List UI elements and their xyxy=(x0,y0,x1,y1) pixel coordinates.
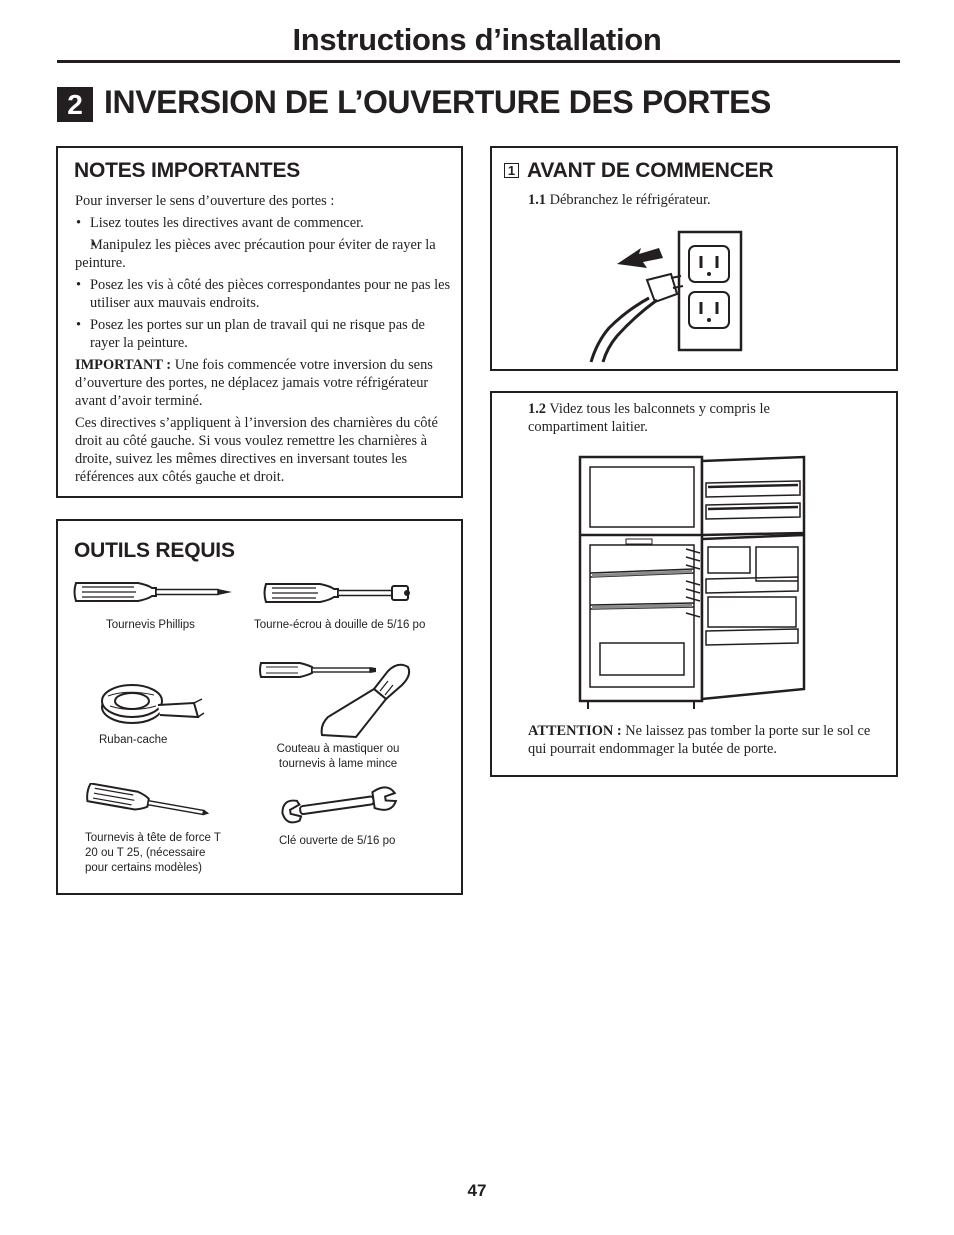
step-number-badge: 1 xyxy=(504,163,519,178)
masking-tape-icon xyxy=(98,679,206,729)
section-number-badge: 2 xyxy=(57,87,93,122)
notes-title: NOTES IMPORTANTES xyxy=(74,159,301,182)
open-wrench-icon xyxy=(276,783,402,829)
notes-bullet: • Manipulez les pièces avec précaution pour éviter de rayer la peinture. xyxy=(75,236,451,272)
header-rule xyxy=(57,60,900,63)
tool-label-nut-driver: Tourne-écrou à douille de 5/16 po xyxy=(254,619,426,631)
notes-important xyxy=(75,356,451,410)
attention-label: ATTENTION : xyxy=(528,723,622,739)
tool-label-wrench: Clé ouverte de 5/16 po xyxy=(279,835,396,847)
notes-bullet: • Posez les portes sur un plan de travail qui ne risque pas de rayer la peinture. xyxy=(75,316,451,352)
page-header-title: Instructions d’installation xyxy=(292,22,662,57)
step-1-1-text: Débranchez le réfrigérateur. xyxy=(546,192,711,208)
page-number: 47 xyxy=(467,1181,487,1200)
putty-knife-icon xyxy=(316,659,412,741)
tools-box xyxy=(56,519,463,895)
notes-bullet: • Lisez toutes les directives avant de commencer. xyxy=(75,214,451,232)
notes-bullet: • Posez les vis à côté des pièces correspondantes pour ne pas les utiliser aux mauvais endroits. xyxy=(75,276,451,312)
section-title: INVERSION DE L’OUVERTURE DES PORTES xyxy=(104,84,772,120)
step-1-2 xyxy=(528,400,848,436)
important-label: IMPORTANT : xyxy=(75,357,172,373)
tools-title: OUTILS REQUIS xyxy=(74,539,235,562)
notes-hinges: Ces directives s’appliquent à l’inversion des charnières du côté droit au côté gauche. Si vous voulez remettre les charnières à droite, suivez les mêmes directives en inversant toutes les références aux côtés gauche et droit. xyxy=(75,415,438,485)
tool-label-tape: Ruban-cache xyxy=(99,734,168,746)
nut-driver-icon xyxy=(262,579,414,607)
unplug-outlet-icon xyxy=(587,228,747,366)
empty-fridge-box xyxy=(490,391,898,777)
tool-label-phillips: Tournevis Phillips xyxy=(106,619,195,631)
step-1-2-number: 1.2 xyxy=(528,401,546,417)
avant-box xyxy=(490,146,898,371)
notes-bullet-list xyxy=(75,214,451,352)
tool-label-torx: Tournevis à tête de force T 20 ou T 25, (nécessaire pour certains modèles) xyxy=(85,832,221,874)
notes-body xyxy=(75,192,451,490)
attention-note xyxy=(528,722,890,758)
step-1-1 xyxy=(528,191,711,209)
attention-text: Ne laissez pas tomber la porte sur le sol ce qui pourrait endommager la butée de porte. xyxy=(528,723,871,757)
notes-box xyxy=(56,146,463,498)
avant-title: AVANT DE COMMENCER xyxy=(527,159,774,182)
phillips-screwdriver-icon xyxy=(72,577,236,607)
step-1-1-number: 1.1 xyxy=(528,192,546,208)
important-text: Une fois commencée votre inversion du sens d’ouverture des portes, ne déplacez jamais votre réfrigérateur avant d’avoir terminé. xyxy=(75,357,433,409)
step-1-2-text: Videz tous les balconnets y compris le compartiment laitier. xyxy=(528,401,770,435)
notes-intro: Pour inverser le sens d’ouverture des portes : xyxy=(75,193,335,209)
torx-screwdriver-icon xyxy=(84,783,212,823)
tool-label-putty-knife: Couteau à mastiquer ou tournevis à lame mince xyxy=(276,743,400,770)
open-refrigerator-illustration xyxy=(578,453,810,709)
